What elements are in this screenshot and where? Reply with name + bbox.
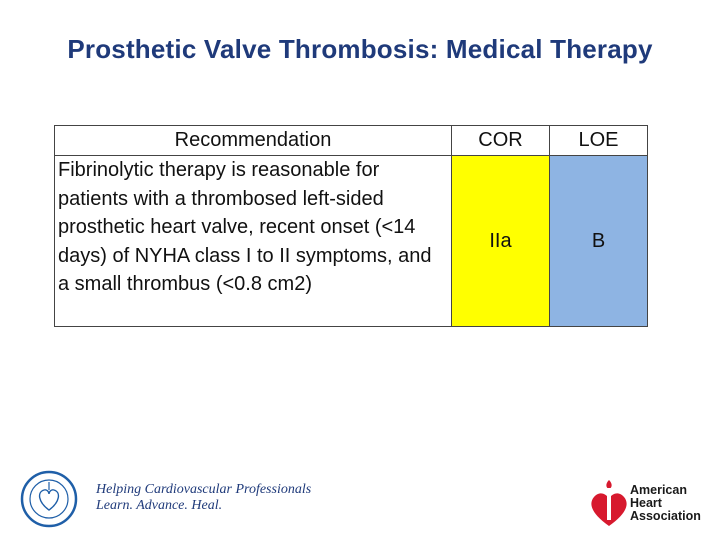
- acc-tagline-line-1: Helping Cardiovascular Professionals: [96, 482, 312, 497]
- aha-line-1: American: [630, 483, 687, 497]
- header-loe: LOE: [550, 126, 648, 156]
- recommendation-table: [54, 125, 648, 327]
- acc-tagline: [96, 482, 311, 514]
- table-row: [55, 156, 648, 327]
- aha-line-2: Heart: [630, 496, 662, 510]
- acc-tagline-line-2: Learn. Advance. Heal.: [96, 498, 223, 513]
- header-cor: COR: [452, 126, 550, 156]
- aha-heart-torch-logo: [584, 478, 634, 530]
- loe-value: B: [550, 156, 648, 327]
- acc-seal-logo: [20, 470, 78, 528]
- slide-title: Prosthetic Valve Thrombosis: Medical Therapy: [67, 34, 653, 64]
- aha-wordmark: [630, 484, 701, 523]
- header-recommendation: Recommendation: [55, 126, 452, 156]
- recommendation-text: Fibrinolytic therapy is reasonable for patients with a thrombosed left-sided prosthetic heart valve, recent onset (<14 days) of NYHA class I to II symptoms, and a small thrombus (<0.8 cm2): [55, 156, 452, 327]
- cor-value: IIa: [452, 156, 550, 327]
- table-header-row: [55, 126, 648, 156]
- aha-line-3: Association: [630, 509, 701, 523]
